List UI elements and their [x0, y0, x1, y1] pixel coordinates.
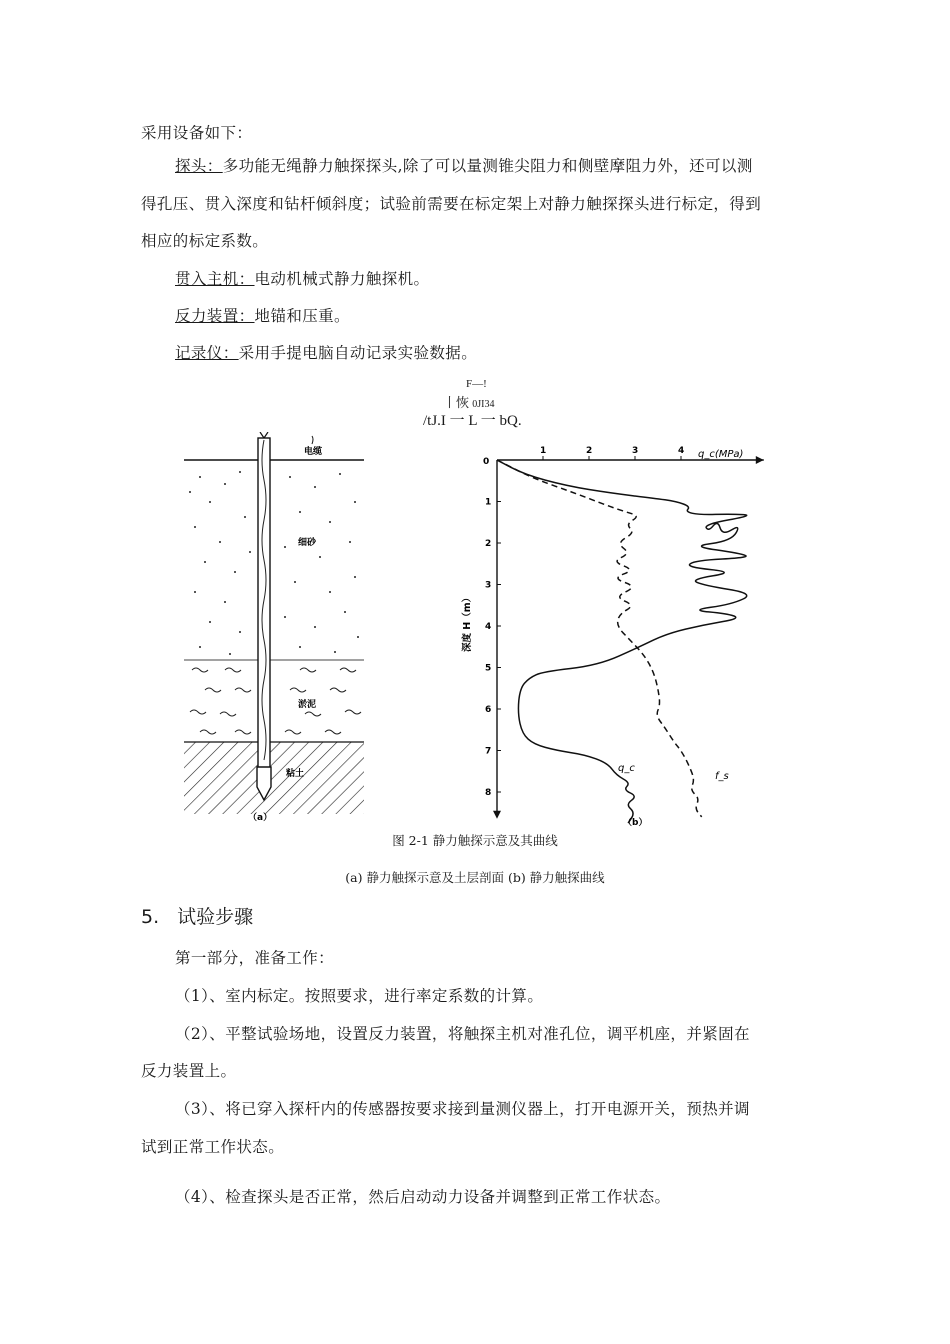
y-axis-label: 深度 H（m）	[462, 592, 473, 652]
y-tick-label: 1	[485, 497, 492, 508]
recorder-line	[175, 341, 477, 363]
label-fine-sand: 细砂	[298, 538, 317, 548]
part1-line: 第一部分，准备工作：	[175, 949, 335, 967]
section-heading	[141, 902, 271, 929]
label-panel-a: （a）	[248, 813, 273, 823]
section-title: 试验步骤	[177, 906, 254, 928]
x-tick-label: 2	[586, 446, 593, 456]
reaction-line	[175, 304, 350, 326]
figure-a-soil-profile	[180, 432, 370, 832]
label-silt: 淤泥	[298, 700, 317, 710]
x-tick-label: 4	[678, 446, 685, 456]
y-axis-arrow	[493, 811, 501, 819]
step-2-line1: （2）、平整试验场地，设置反力装置，将触探主机对准孔位，调平机座，并紧固在	[175, 1025, 750, 1043]
probe-label: 探头：	[175, 157, 223, 175]
series-label-qc: q_c	[618, 763, 635, 774]
y-tick-label: 7	[485, 746, 492, 757]
step-3-line2: 试到正常工作状态。	[141, 1138, 285, 1156]
penetration-rod	[258, 438, 270, 776]
x-tick-label: 0	[483, 457, 490, 467]
recorder-text: 采用手提电脑自动记录实验数据。	[238, 344, 478, 362]
label-panel-b: （b）	[623, 818, 648, 828]
series-label-fs: f_s	[715, 771, 729, 782]
x-axis-label: q_c(MPa)	[698, 449, 744, 460]
section-number: 5.	[141, 906, 160, 928]
y-tick-label: 2	[485, 539, 492, 549]
main-machine-text: 电动机械式静力触探机。	[254, 270, 430, 288]
main-machine-line	[175, 267, 429, 289]
probe-text-1: 多功能无绳静力触探探头,除了可以量测锥尖阻力和侧壁摩阻力外，还可以测	[222, 157, 753, 175]
y-tick-label: 5	[485, 663, 492, 674]
x-tick-label: 1	[540, 446, 547, 456]
label-clay: 粘土	[286, 769, 305, 779]
probe-paragraph-line3: 相应的标定系数。	[141, 232, 269, 250]
probe-paragraph-line2: 得孔压、贯入深度和钻杆倾斜度；试验前需要在标定架上对静力触探探头进行标定，得到	[141, 195, 762, 213]
y-tick-label: 3	[485, 580, 492, 591]
label-cable: 电缆	[304, 447, 323, 457]
step-3-line1: （3）、将已穿入探杆内的传感器按要求接到量测仪器上，打开电源开关，预热并调	[175, 1100, 750, 1118]
x-tick-label: 3	[632, 446, 639, 456]
ocr-artifact-3: /tJ.I 一 L 一 bQ.	[423, 413, 522, 429]
figure-b-cpt-chart	[440, 432, 780, 832]
intro-line: 采用设备如下：	[141, 124, 253, 142]
ocr-artifact-2a: 丨恢	[443, 395, 470, 410]
step-1: （1）、室内标定。按照要求，进行率定系数的计算。	[175, 987, 544, 1005]
step-2-line2: 反力装置上。	[141, 1062, 237, 1080]
reaction-label: 反力装置：	[175, 307, 255, 325]
x-axis-arrow	[756, 456, 764, 464]
figure-subcaption: (a) 静力触探示意及土层剖面 (b) 静力触探曲线	[345, 870, 605, 885]
y-tick-label: 8	[485, 788, 492, 798]
silt-layer	[190, 668, 361, 734]
reaction-text: 地锚和压重。	[254, 307, 350, 325]
y-tick-label: 4	[485, 622, 492, 632]
recorder-label: 记录仪：	[175, 344, 239, 362]
figure-caption: 图 2-1 静力触探示意及其曲线	[392, 833, 558, 848]
fine-sand-layer	[189, 471, 359, 655]
clay-layer	[184, 742, 364, 814]
main-machine-label: 贯入主机：	[175, 270, 255, 288]
ocr-artifact-1: F—!	[466, 378, 487, 390]
step-4: （4）、检查探头是否正常，然后启动动力设备并调整到正常工作状态。	[175, 1188, 671, 1206]
ocr-artifact-2b: 0JI34	[472, 399, 495, 410]
probe-paragraph-line1	[175, 154, 753, 176]
y-tick-label: 6	[485, 705, 492, 715]
series-line-fs	[497, 460, 702, 817]
